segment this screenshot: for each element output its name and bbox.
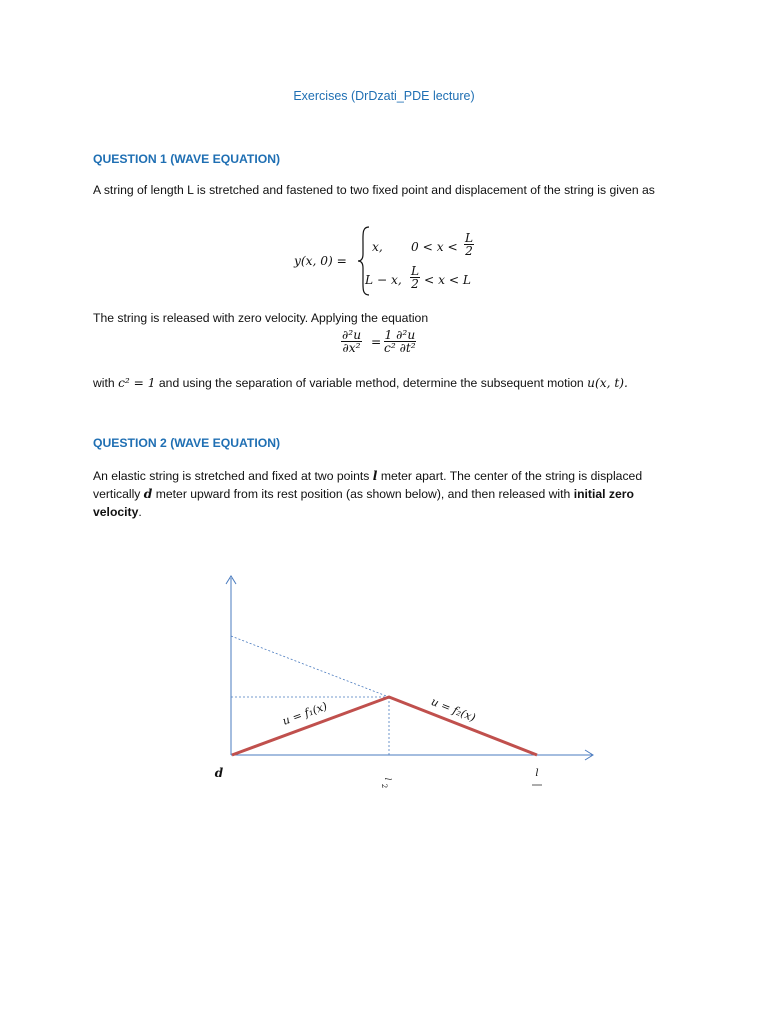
- pde-rhs-numerator: 1 ∂²u: [384, 328, 416, 342]
- c-squared-condition: c² = 1: [118, 376, 156, 390]
- question-1-paragraph-1: A string of length L is stretched and fastened to two fixed point and displacement of the string is given as: [93, 183, 655, 197]
- q2-period: .: [138, 505, 142, 519]
- guide-lines: [231, 636, 389, 755]
- case-2-condition: < x < L: [424, 273, 472, 287]
- label-half-l-den: 2: [380, 783, 388, 789]
- label-d: d: [214, 766, 224, 780]
- case-1-expression: x,: [372, 240, 383, 254]
- case-1-condition: 0 < x <: [411, 240, 458, 254]
- pde-lhs-numerator: ∂²u: [342, 328, 362, 342]
- label-f1: u = f₁(x): [280, 699, 329, 728]
- case-1-fraction-numerator: L: [465, 231, 474, 245]
- label-half-l-num: l: [383, 777, 392, 781]
- question-1-paragraph-2: The string is released with zero velocity. Applying the equation: [93, 311, 429, 325]
- para-3-text-b: and using the separation of variable method, determine the subsequent motion: [158, 376, 584, 390]
- question-2-heading: QUESTION 2 (WAVE EQUATION): [93, 436, 281, 450]
- case-2-fraction-numerator: L: [411, 264, 420, 278]
- para-3-text-a: with: [93, 376, 115, 390]
- q2-text-b: meter apart. The center of the string is displaced vertically: [93, 469, 643, 501]
- q2-bold-phrase: initial zero velocity: [93, 487, 634, 519]
- pde-lhs-denominator: ∂x²: [342, 341, 361, 355]
- case-2-expression: L − x,: [365, 273, 402, 287]
- q2-var-d: d: [143, 487, 153, 501]
- label-f2: u = f₂(x): [429, 695, 478, 725]
- question-1-heading: QUESTION 1 (WAVE EQUATION): [93, 152, 281, 166]
- axes: [226, 576, 593, 760]
- q2-var-l: l: [372, 469, 378, 483]
- pde-equals: =: [371, 335, 382, 349]
- case-1-fraction-denominator: 2: [465, 244, 473, 258]
- case-2-fraction-denominator: 2: [411, 277, 419, 291]
- page-title: Exercises (DrDzati_PDE lecture): [293, 89, 475, 103]
- diagonal-guide: [231, 636, 389, 697]
- motion-function: u(x, t).: [587, 376, 628, 390]
- pde-rhs-denominator: c² ∂t²: [384, 341, 416, 355]
- q2-text-a: An elastic string is stretched and fixed at two points: [93, 469, 370, 483]
- displaced-string: [232, 697, 537, 755]
- label-l: l: [535, 768, 539, 779]
- equation-lhs: y(x, 0) =: [294, 254, 347, 268]
- q2-text-c: meter upward from its rest position (as shown below), and then released with: [155, 487, 571, 501]
